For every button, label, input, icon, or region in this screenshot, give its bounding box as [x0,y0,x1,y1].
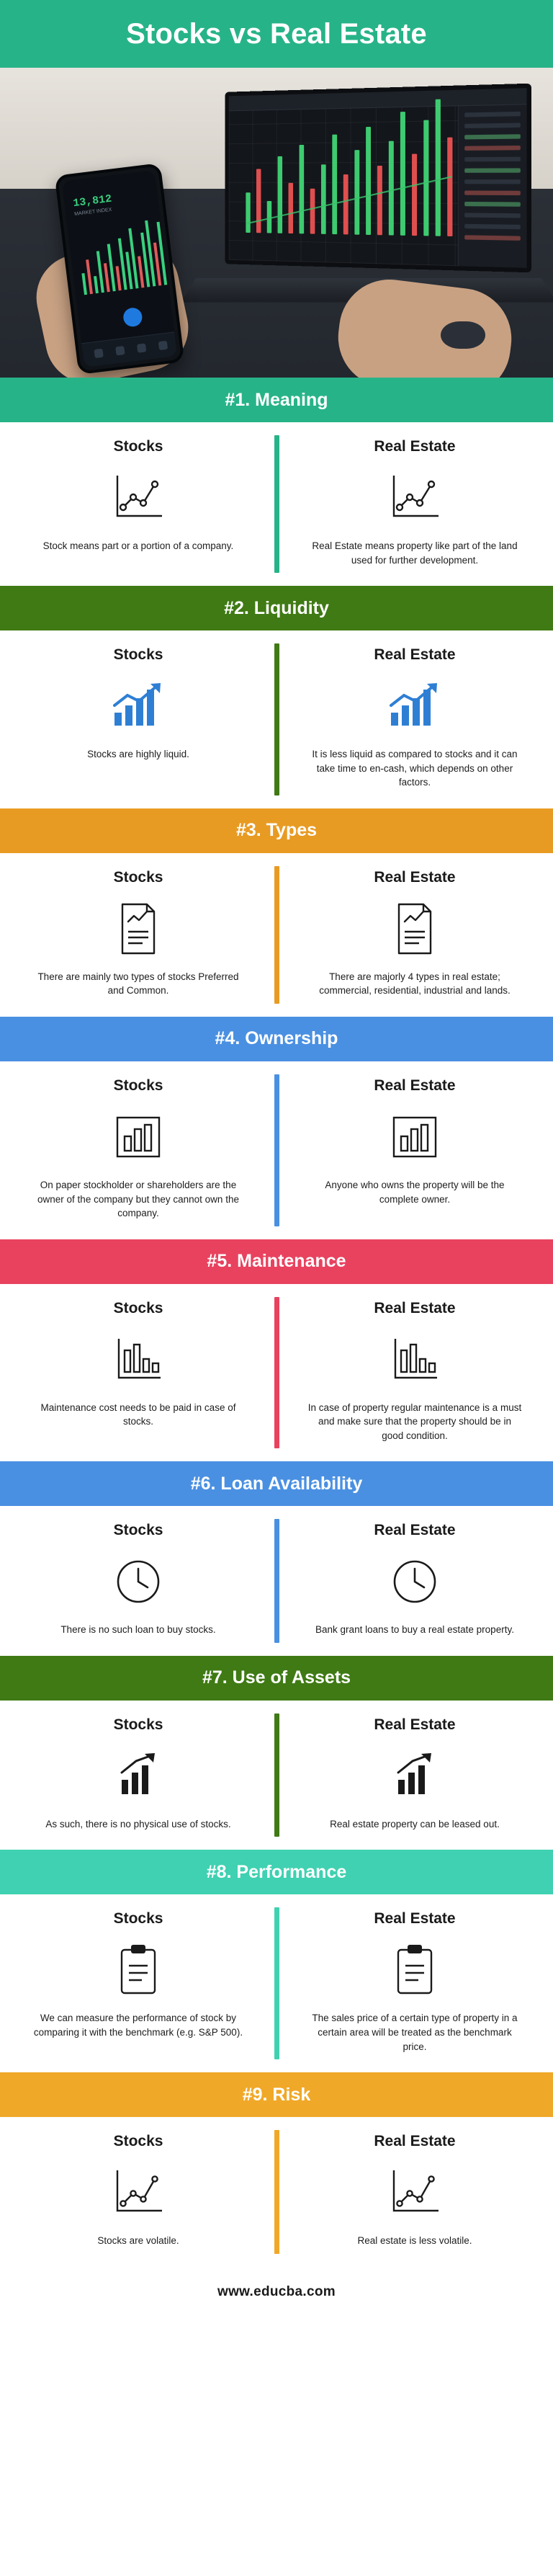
section-7-right-column [276,1716,553,1832]
section-9-right-column [276,2133,553,2248]
section-9-left-column [0,2133,276,2248]
section-9-left-text: Stocks are volatile. [97,2235,179,2247]
section-title-6: #6. Loan Availability [190,1473,363,1494]
section-5-right-column [276,1300,553,1443]
section-1-left-text: Stock means part or a portion of a company. [42,540,234,551]
column-header-real-estate: Real Estate [374,1077,456,1094]
section-band-5 [0,1239,553,1284]
clock-icon [112,1551,164,1613]
section-body-7 [0,1701,553,1850]
line-chart-icon [110,467,166,529]
bar-graph-icon [388,1329,441,1391]
column-header-real-estate: Real Estate [374,1910,456,1927]
bar-chart-arrow-icon [109,675,168,737]
section-divider-1 [274,435,279,573]
column-header-real-estate: Real Estate [374,2133,456,2150]
section-5-left-text: Maintenance cost needs to be paid in case of stocks. [40,1401,236,1427]
section-3-right-column [276,869,553,998]
section-5-right-text: In case of property regular maintenance is a must and make sure that the property should be in good condition. [307,1401,522,1441]
column-header-real-estate: Real Estate [374,868,456,886]
laptop-side-panel [458,104,527,268]
section-divider-4 [274,1074,279,1226]
section-4-right-text: Anyone who owns the property will be the complete owner. [325,1179,505,1205]
footer-url[interactable]: www.educba.com [217,2283,336,2299]
column-header-real-estate: Real Estate [374,646,456,664]
bar-graph-icon [112,1329,165,1391]
phone-screen [62,170,178,367]
section-3-left-text: There are mainly two types of stocks Preferred and Common. [37,971,239,997]
column-header-real-estate: Real Estate [374,1522,456,1539]
section-9-right-text: Real estate is less volatile. [357,2235,472,2247]
phone-action-button [122,307,143,328]
scatter-line-icon [110,2162,166,2224]
section-3-right-text: There are majorly 4 types in real estate; commercial, residential, industrial and lands. [319,971,511,997]
section-6-right-text: Bank grant loans to buy a real estate property. [315,1624,514,1636]
computer-mouse [441,321,485,349]
column-header-stocks: Stocks [113,1299,163,1316]
document-chart-icon [115,898,161,960]
section-band-9 [0,2072,553,2117]
phone-nav-bar [81,331,177,367]
line-chart-icon [387,467,443,529]
section-1-right-column [276,438,553,567]
document-chart-icon [392,898,438,960]
growth-bars-arrow-icon [388,1745,441,1807]
phone-price-value: 13,812 [72,192,113,210]
section-8-right-column [276,1910,553,2054]
section-divider-6 [274,1519,279,1643]
section-title-7: #7. Use of Assets [202,1667,351,1688]
section-4-left-text: On paper stockholder or shareholders are the owner of the company but they cannot own the company. [37,1179,239,1219]
bar-chart-frame-icon [388,1106,441,1168]
column-header-real-estate: Real Estate [374,1299,456,1316]
bar-chart-frame-icon [112,1106,165,1168]
section-1-right-text: Real Estate means property like part of the land used for further development. [312,540,518,566]
section-8-left-text: We can measure the performance of stock by comparing it with the benchmark (e.g. S&P 500). [33,2013,243,2038]
growth-bars-arrow-icon [112,1745,165,1807]
section-title-4: #4. Ownership [215,1028,338,1049]
section-4-right-column [276,1077,553,1221]
column-header-stocks: Stocks [113,1077,163,1094]
section-divider-7 [274,1713,279,1837]
column-header-stocks: Stocks [113,1716,163,1733]
section-body-8 [0,1894,553,2072]
section-title-8: #8. Performance [206,1861,347,1882]
section-divider-5 [274,1297,279,1449]
section-title-9: #9. Risk [242,2084,311,2105]
section-title-5: #5. Maintenance [207,1251,346,1272]
section-body-5 [0,1284,553,1462]
section-title-2: #2. Liquidity [224,597,329,618]
page-title: Stocks vs Real Estate [126,17,427,50]
section-2-right-column [276,646,553,790]
column-header-stocks: Stocks [113,2133,163,2150]
section-7-left-text: As such, there is no physical use of stocks. [45,1818,231,1830]
footer [0,2267,553,2317]
section-5-left-column [0,1300,276,1443]
section-band-1 [0,378,553,422]
section-6-left-column [0,1522,276,1637]
hero-image [0,68,553,378]
phone-chart [74,217,161,295]
section-6-right-column [276,1522,553,1637]
section-3-left-column [0,869,276,998]
section-body-1 [0,422,553,586]
section-2-right-text: It is less liquid as compared to stocks and it can take time to en-cash, which depends on other factors. [312,749,518,788]
section-divider-9 [274,2130,279,2254]
section-2-left-text: Stocks are highly liquid. [87,749,189,760]
section-body-3 [0,853,553,1017]
scatter-line-icon [387,2162,443,2224]
clipboard-icon [392,1939,437,2001]
section-8-right-text: The sales price of a certain type of property in a certain area will be treated as the benchmark price. [312,2013,518,2052]
section-band-7 [0,1656,553,1701]
column-header-real-estate: Real Estate [374,1716,456,1733]
section-band-6 [0,1461,553,1506]
phone-price-label: MARKET INDEX [73,207,112,218]
section-body-2 [0,630,553,808]
section-body-4 [0,1061,553,1239]
section-2-left-column [0,646,276,790]
section-band-3 [0,808,553,853]
section-6-left-text: There is no such loan to buy stocks. [60,1624,216,1636]
page-title-band [0,0,553,68]
column-header-stocks: Stocks [113,1910,163,1927]
clipboard-icon [116,1939,161,2001]
section-title-3: #3. Types [235,820,318,841]
column-header-real-estate: Real Estate [374,438,456,455]
bar-chart-arrow-icon [385,675,444,737]
section-band-8 [0,1850,553,1894]
section-divider-2 [274,643,279,795]
section-7-left-column [0,1716,276,1832]
section-body-6 [0,1506,553,1656]
section-1-left-column [0,438,276,567]
section-divider-3 [274,866,279,1004]
section-8-left-column [0,1910,276,2054]
laptop-screen [225,84,531,273]
section-7-right-text: Real estate property can be leased out. [330,1818,500,1830]
section-4-left-column [0,1077,276,1221]
column-header-stocks: Stocks [113,646,163,664]
section-title-1: #1. Meaning [225,389,328,410]
section-divider-8 [274,1907,279,2059]
section-band-4 [0,1017,553,1061]
column-header-stocks: Stocks [113,1522,163,1539]
section-body-9 [0,2117,553,2267]
column-header-stocks: Stocks [113,438,163,455]
section-band-2 [0,586,553,630]
clock-icon [389,1551,441,1613]
column-header-stocks: Stocks [113,868,163,886]
